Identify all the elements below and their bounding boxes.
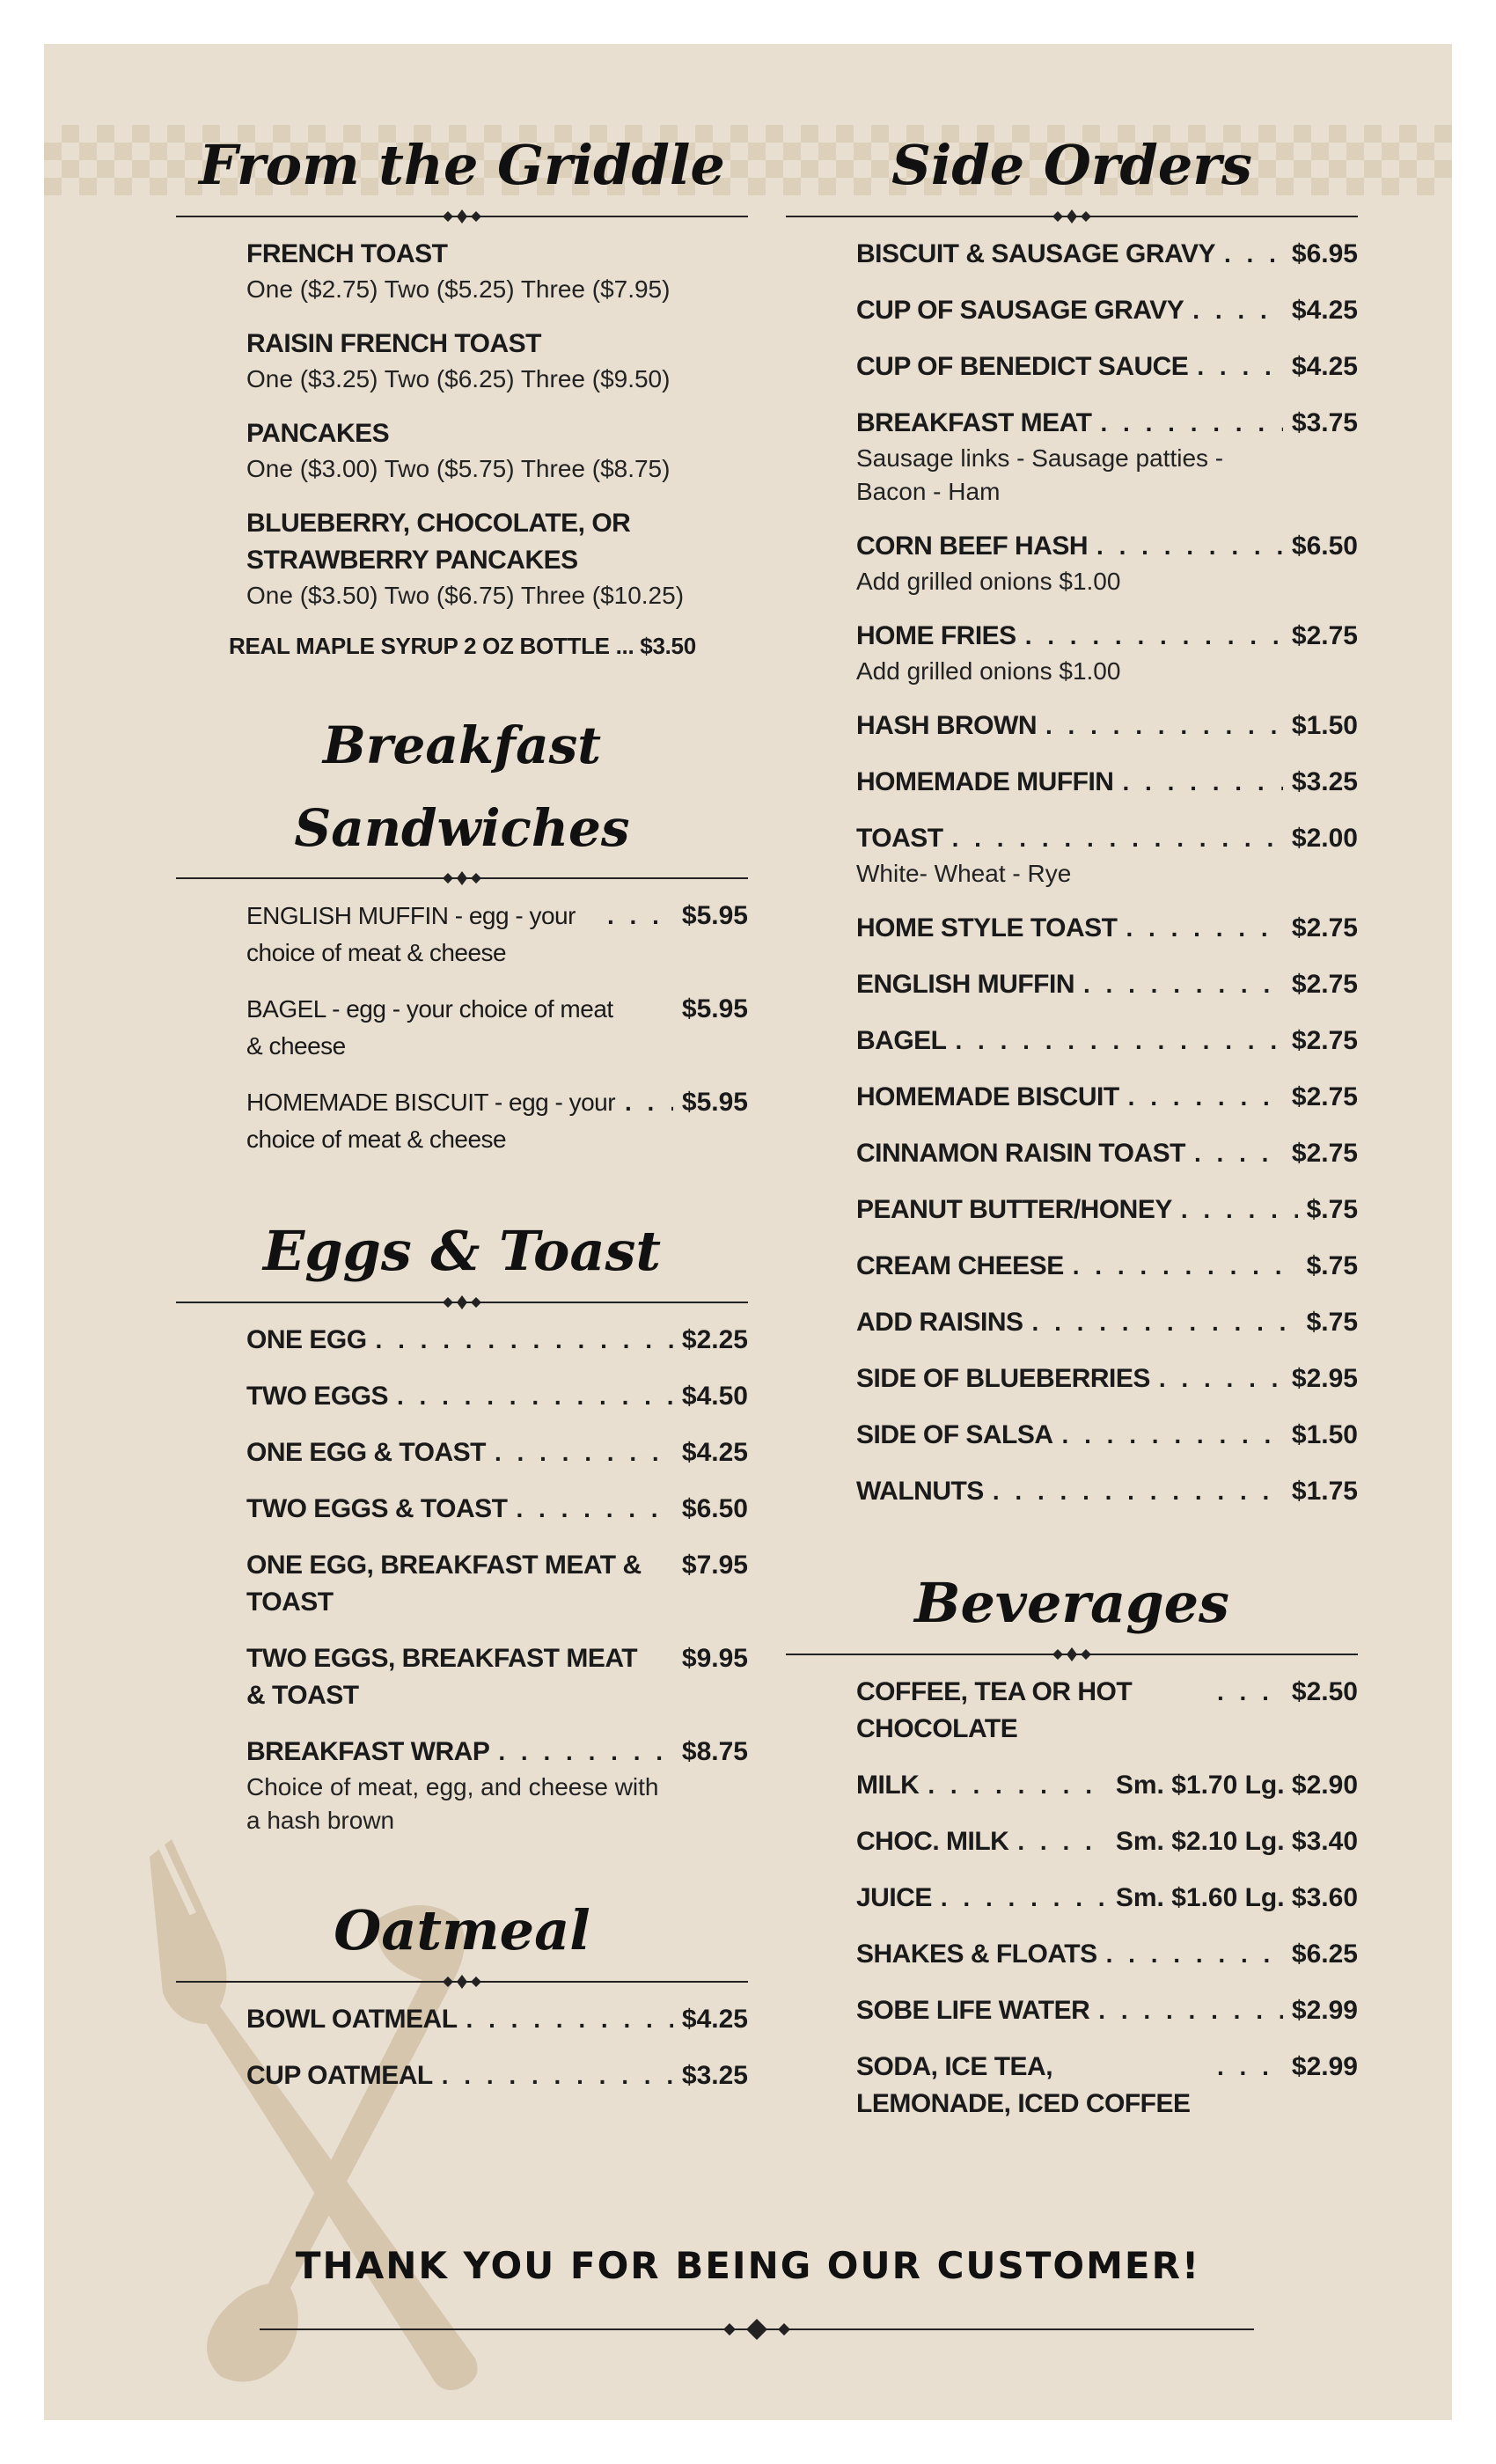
diamond-divider-icon: [1045, 209, 1098, 224]
item-desc: White- Wheat - Rye: [856, 860, 1072, 887]
item-name: COFFEE, TEA OR HOT CHOCOLATE: [856, 1677, 1133, 1743]
section-divider: [176, 1294, 748, 1311]
dot-leader: [498, 1734, 673, 1771]
item-name: BISCUIT & SAUSAGE GRAVY: [856, 239, 1215, 268]
section-title-sandwiches: Breakfast Sandwiches: [294, 715, 630, 858]
left-column: [176, 123, 748, 2114]
dot-leader: [1126, 910, 1282, 947]
item-desc: Add grilled onions $1.00: [856, 568, 1121, 595]
list-item: [786, 348, 1358, 385]
right-column: [786, 123, 1358, 2142]
item-name: ENGLISH MUFFIN - egg - your choice of meat & cheese: [246, 902, 576, 966]
list-item: [176, 1640, 748, 1714]
item-name: ONE EGG, BREAKFAST MEAT & TOAST: [246, 1551, 642, 1617]
dot-leader: [516, 1491, 672, 1528]
item-name: FRENCH TOAST: [246, 239, 448, 268]
list-item: [176, 1491, 748, 1528]
item-name: SIDE OF SALSA: [856, 1420, 1053, 1449]
dot-leader: [928, 1767, 1107, 1804]
list-item: [176, 326, 748, 396]
section-title-sides: Side Orders: [891, 133, 1252, 197]
item-price: $4.25: [681, 1438, 748, 1467]
item-name: CORN BEEF HASH: [856, 532, 1089, 561]
item-name: BOWL OATMEAL: [246, 2005, 458, 2034]
section-title-beverages: Beverages: [914, 1571, 1229, 1635]
item-desc: One ($3.50) Two ($6.75) Three ($10.25): [246, 582, 685, 609]
list-item: [786, 405, 1358, 509]
item-name: ONE EGG & TOAST: [246, 1438, 486, 1467]
dot-leader: [952, 820, 1283, 857]
item-name: BAGEL - egg - your choice of meat & cheese: [246, 995, 613, 1060]
item-name: HOMEMADE MUFFIN: [856, 767, 1114, 796]
item-name: MILK: [856, 1771, 920, 1800]
list-item: [176, 1378, 748, 1415]
diamond-divider-icon: [718, 2318, 796, 2341]
list-item: [176, 1322, 748, 1359]
list-item: [786, 1992, 1358, 2029]
list-item: [786, 1823, 1358, 1860]
item-price: $.75: [1306, 1195, 1358, 1224]
dot-leader: [1098, 1992, 1283, 2029]
dot-leader: [1159, 1360, 1283, 1397]
list-item: [176, 1434, 748, 1471]
item-desc: Choice of meat, egg, and cheese with a hash brown: [246, 1773, 659, 1834]
item-name: TWO EGGS, BREAKFAST MEAT & TOAST: [246, 1644, 638, 1710]
item-price: Sm. $1.70 Lg. $2.90: [1115, 1771, 1358, 1800]
item-name: HASH BROWN: [856, 711, 1037, 740]
list-item: [786, 292, 1358, 329]
dot-leader: [1017, 1823, 1107, 1860]
list-item: [786, 236, 1358, 273]
list-item: [176, 415, 748, 486]
item-price: $8.75: [681, 1737, 748, 1766]
item-name: CHOC. MILK: [856, 1827, 1009, 1856]
item-price: $5.95: [681, 1088, 748, 1117]
item-name: TWO EGGS & TOAST: [246, 1494, 508, 1523]
item-name: ENGLISH MUFFIN: [856, 970, 1074, 999]
dot-leader: [1217, 2049, 1283, 2086]
list-item: [786, 966, 1358, 1003]
diamond-divider-icon: [436, 870, 488, 886]
item-desc: One ($2.75) Two ($5.25) Three ($7.95): [246, 275, 671, 303]
list-item: [786, 764, 1358, 801]
item-desc: One ($3.25) Two ($6.25) Three ($9.50): [246, 365, 671, 392]
section-divider: [786, 208, 1358, 225]
section-divider: [176, 1973, 748, 1991]
item-name: BREAKFAST MEAT: [856, 408, 1092, 437]
beverages-list: [786, 1674, 1358, 2123]
dot-leader: [625, 1084, 673, 1121]
item-price: $2.99: [1291, 1996, 1358, 2025]
list-item: [786, 618, 1358, 688]
dot-leader: [1100, 405, 1282, 442]
item-name: ONE EGG: [246, 1325, 367, 1354]
item-name: BREAKFAST WRAP: [246, 1737, 490, 1766]
item-name: SODA, ICE TEA, LEMONADE, ICED COFFEE: [856, 2052, 1191, 2118]
list-item: [786, 1360, 1358, 1397]
item-price: $1.50: [1291, 1420, 1358, 1449]
list-item: [176, 236, 748, 306]
dot-leader: [1045, 708, 1283, 744]
item-name: PEANUT BUTTER/HONEY: [856, 1195, 1172, 1224]
footer-divider: [260, 2318, 1254, 2341]
dot-leader: [1217, 1674, 1283, 1711]
dot-leader: [1062, 1417, 1283, 1454]
list-item: [786, 708, 1358, 744]
item-price: $4.50: [681, 1382, 748, 1411]
dot-leader: [1025, 618, 1283, 655]
item-name: HOME FRIES: [856, 621, 1016, 650]
item-name: TWO EGGS: [246, 1382, 388, 1411]
dot-leader: [1192, 292, 1283, 329]
list-item: [176, 505, 748, 612]
item-price: $4.25: [1291, 296, 1358, 325]
dot-leader: [1032, 1304, 1298, 1341]
item-desc: Add grilled onions $1.00: [856, 657, 1121, 685]
dot-leader: [1194, 1135, 1283, 1172]
list-item: [786, 1473, 1358, 1510]
item-price: $6.95: [1291, 239, 1358, 268]
list-item: [786, 1023, 1358, 1060]
section-divider: [786, 1646, 1358, 1663]
item-price: $4.25: [1291, 352, 1358, 381]
dot-leader: [466, 2001, 673, 2038]
item-price: $1.75: [1291, 1477, 1358, 1506]
dot-leader: [956, 1023, 1283, 1060]
list-item: [176, 2001, 748, 2038]
dot-leader: [442, 2057, 673, 2094]
item-price: $2.99: [1291, 2052, 1358, 2081]
section-divider: [176, 869, 748, 887]
dot-leader: [1181, 1192, 1298, 1228]
dot-leader: [376, 1322, 673, 1359]
item-price: $.75: [1306, 1251, 1358, 1280]
dot-leader: [1224, 236, 1283, 273]
section-divider: [176, 208, 748, 225]
item-name: BAGEL: [856, 1026, 947, 1055]
item-desc: One ($3.00) Two ($5.75) Three ($8.75): [246, 455, 671, 482]
dot-leader: [1096, 528, 1283, 565]
item-price: $6.50: [1291, 532, 1358, 561]
item-name: CREAM CHEESE: [856, 1251, 1064, 1280]
item-name: WALNUTS: [856, 1477, 984, 1506]
diamond-divider-icon: [1045, 1646, 1098, 1662]
item-name: SIDE OF BLUEBERRIES: [856, 1364, 1150, 1393]
item-name: CUP OF SAUSAGE GRAVY: [856, 296, 1184, 325]
item-price: $5.95: [681, 901, 748, 930]
list-item: [786, 1248, 1358, 1285]
list-item: [786, 1880, 1358, 1917]
dot-leader: [1106, 1936, 1283, 1973]
item-name: CUP OATMEAL: [246, 2061, 433, 2090]
item-name: HOMEMADE BISCUIT - egg - your choice of meat & cheese: [246, 1089, 616, 1153]
item-price: $6.25: [1291, 1940, 1358, 1969]
list-item: [786, 1674, 1358, 1748]
item-price: Sm. $1.60 Lg. $3.60: [1115, 1883, 1358, 1912]
dot-leader: [1128, 1079, 1283, 1116]
dot-leader: [993, 1473, 1283, 1510]
item-price: $2.95: [1291, 1364, 1358, 1393]
item-name: ADD RAISINS: [856, 1308, 1023, 1337]
item-price: $9.95: [681, 1644, 748, 1673]
item-price: $.75: [1306, 1308, 1358, 1337]
item-price: $5.95: [681, 994, 748, 1023]
item-name: BLUEBERRY, CHOCOLATE, OR STRAWBERRY PANCAKES: [246, 509, 631, 575]
section-title-griddle: From the Griddle: [199, 133, 725, 197]
item-name: HOME STYLE TOAST: [856, 913, 1118, 942]
item-name: HOMEMADE BISCUIT: [856, 1082, 1119, 1111]
item-name: TOAST: [856, 824, 943, 853]
side-orders-list: [786, 236, 1358, 1510]
item-price: $2.75: [1291, 1139, 1358, 1168]
item-price: $2.75: [1291, 621, 1358, 650]
item-price: $4.25: [681, 2005, 748, 2034]
diamond-divider-icon: [436, 209, 488, 224]
section-title-eggs: Eggs & Toast: [262, 1219, 662, 1283]
item-price: $3.75: [1291, 408, 1358, 437]
list-item: [176, 1084, 748, 1158]
list-item: [176, 1547, 748, 1621]
dot-leader: [941, 1880, 1107, 1917]
dot-leader: [1073, 1248, 1298, 1285]
dot-leader: [607, 898, 673, 935]
list-item: [786, 910, 1358, 947]
section-title-oatmeal: Oatmeal: [334, 1898, 590, 1962]
item-price: $2.50: [1291, 1677, 1358, 1706]
dot-leader: [1083, 966, 1283, 1003]
list-item: [786, 820, 1358, 891]
item-price: $2.75: [1291, 970, 1358, 999]
item-name: SHAKES & FLOATS: [856, 1940, 1097, 1969]
list-item: [786, 1304, 1358, 1341]
item-name: PANCAKES: [246, 419, 390, 448]
menu-card: [44, 44, 1452, 2420]
list-item: [786, 1192, 1358, 1228]
list-item: [786, 1417, 1358, 1454]
item-price: $3.25: [681, 2061, 748, 2090]
syrup-note: REAL MAPLE SYRUP 2 OZ BOTTLE ... $3.50: [229, 633, 696, 659]
item-price: $7.95: [681, 1551, 748, 1580]
item-name: SOBE LIFE WATER: [856, 1996, 1090, 2025]
list-item: [786, 1079, 1358, 1116]
list-item: [176, 898, 748, 972]
item-price: $6.50: [681, 1494, 748, 1523]
list-item: [786, 1767, 1358, 1804]
list-item: [786, 1135, 1358, 1172]
list-item: [176, 2057, 748, 2094]
item-price: $2.75: [1291, 913, 1358, 942]
dot-leader: [1122, 764, 1282, 801]
diamond-divider-icon: [436, 1974, 488, 1990]
item-name: RAISIN FRENCH TOAST: [246, 329, 541, 358]
item-price: $2.25: [681, 1325, 748, 1354]
item-price: $2.00: [1291, 824, 1358, 853]
item-name: CUP OF BENEDICT SAUCE: [856, 352, 1189, 381]
list-item: [786, 2049, 1358, 2123]
list-item: [176, 1734, 748, 1837]
item-price: $3.25: [1291, 767, 1358, 796]
list-item: [786, 1936, 1358, 1973]
dot-leader: [397, 1378, 673, 1415]
dot-leader: [1197, 348, 1283, 385]
item-price: Sm. $2.10 Lg. $3.40: [1115, 1827, 1358, 1856]
thank-you-footer: THANK YOU FOR BEING OUR CUSTOMER!: [295, 2244, 1201, 2287]
list-item: [176, 991, 748, 1065]
item-name: CINNAMON RAISIN TOAST: [856, 1139, 1185, 1168]
dot-leader: [495, 1434, 673, 1471]
item-price: $2.75: [1291, 1082, 1358, 1111]
list-item: [786, 528, 1358, 598]
item-price: $2.75: [1291, 1026, 1358, 1055]
item-desc: Sausage links - Sausage patties - Bacon - Ham: [856, 444, 1224, 505]
item-price: $1.50: [1291, 711, 1358, 740]
item-name: JUICE: [856, 1883, 932, 1912]
diamond-divider-icon: [436, 1294, 488, 1310]
